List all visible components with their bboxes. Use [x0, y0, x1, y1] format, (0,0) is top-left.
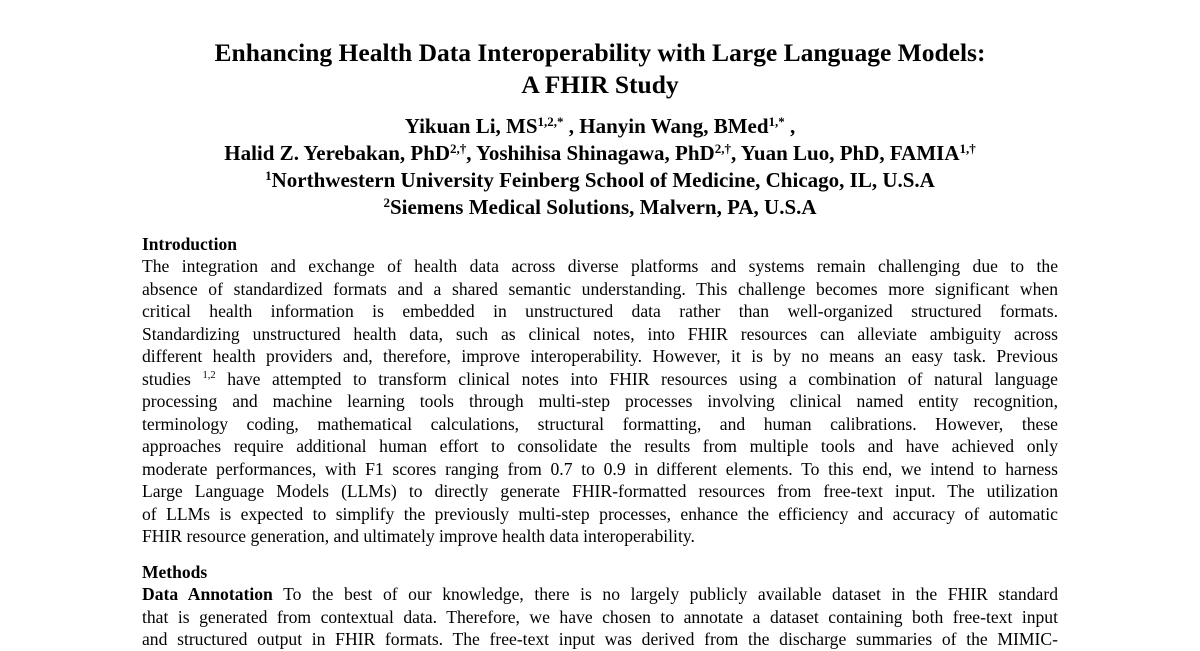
body-text-line: absence of standardized formats and a shared semantic understanding. This challenge becomes more significant when: [142, 278, 1058, 299]
affiliation-text: Northwestern University Feinberg School of Medicine, Chicago, IL, U.S.A: [271, 168, 935, 192]
affiliation-2: [0, 194, 1200, 220]
citation-lead-text: studies: [142, 368, 203, 389]
body-text-line: moderate performances, with F1 scores ranging from 0.7 to 0.9 in different elements. To this end, we intend to harness: [142, 458, 1058, 479]
author-line-1: [0, 113, 1200, 139]
author-affiliation-marker: 2,†: [450, 141, 467, 156]
paper-title-line-1: Enhancing Health Data Interoperability with Large Language Models:: [214, 38, 986, 67]
body-text-line: terminology coding, mathematical calculations, structural formatting, and human calibrations. However, these: [142, 413, 1058, 434]
body-text-line: of LLMs is expected to simplify the previously multi-step processes, enhance the efficiency and accuracy of automatic: [142, 503, 1058, 524]
author-affiliation-marker: 1,*: [768, 114, 785, 129]
author-affiliation-marker: 1,†: [959, 141, 976, 156]
body-text-line-last: FHIR resource generation, and ultimately improve health data interoperability.: [142, 526, 695, 546]
body-text-line: and structured output in FHIR formats. The free-text input was derived from the discharge summaries of the MIMIC-: [142, 629, 1058, 649]
body-text-line: Large Language Models (LLMs) to directly generate FHIR-formatted resources from free-text input. The utilization: [142, 481, 1058, 501]
author-name: Hanyin Wang, BMed: [579, 114, 769, 138]
body-text-line-with-subheading: [142, 583, 1058, 606]
affiliation-text: Siemens Medical Solutions, Malvern, PA, U.S.A: [389, 195, 817, 219]
author-affiliation-marker: 1,2,*: [537, 114, 564, 129]
body-text-line: that is generated from contextual data. Therefore, we have chosen to annotate a dataset containing both free-text input: [142, 606, 1058, 627]
paper-title-line-2: A FHIR Study: [521, 70, 679, 99]
body-text-line: processing and machine learning tools through multi-step processes involving clinical named entity recognition,: [142, 391, 1058, 411]
author-separator: ,: [563, 114, 580, 138]
subheading-data-annotation: Data Annotation: [142, 584, 273, 604]
author-name: Yoshihisa Shinagawa, PhD: [476, 141, 715, 165]
subheading-trail-text: To the best of our knowledge, there is no largely publicly available dataset in the FHIR standard: [272, 584, 1058, 604]
body-text-line: Standardizing unstructured health data, such as clinical notes, into FHIR resources can alleviate ambiguity across: [142, 323, 1058, 344]
section-heading-introduction: Introduction: [142, 234, 237, 254]
citation-reference: 1,2: [202, 369, 216, 381]
author-affiliation-marker: 2,†: [714, 141, 731, 156]
author-separator: ,: [730, 141, 741, 165]
author-name: Yikuan Li, MS: [404, 114, 538, 138]
body-text-line: different health providers and, therefore, improve interoperability. However, it is by no means an easy task. Previous: [142, 346, 1058, 366]
author-name: Halid Z. Yerebakan, PhD: [224, 141, 451, 165]
affiliation-1: [0, 167, 1200, 193]
author-separator: ,: [466, 141, 477, 165]
body-text-line-with-citation: [142, 368, 1058, 391]
author-name: Yuan Luo, PhD, FAMIA: [740, 141, 960, 165]
section-heading-methods: Methods: [142, 562, 208, 582]
author-separator: ,: [784, 114, 796, 138]
affiliation-marker: 2: [383, 195, 390, 210]
body-text-line: approaches require additional human effort to consolidate the results from multiple tools and have achieved only: [142, 436, 1058, 456]
affiliation-marker: 1: [265, 168, 272, 183]
body-text-line: The integration and exchange of health data across diverse platforms and systems remain challenging due to the: [142, 256, 1058, 276]
citation-trail-text: have attempted to transform clinical notes into FHIR resources using a combination of natural language: [215, 368, 1058, 389]
body-text-line: critical health information is embedded in unstructured data rather than well-organized structured formats.: [142, 301, 1058, 321]
author-line-2: [0, 140, 1200, 166]
